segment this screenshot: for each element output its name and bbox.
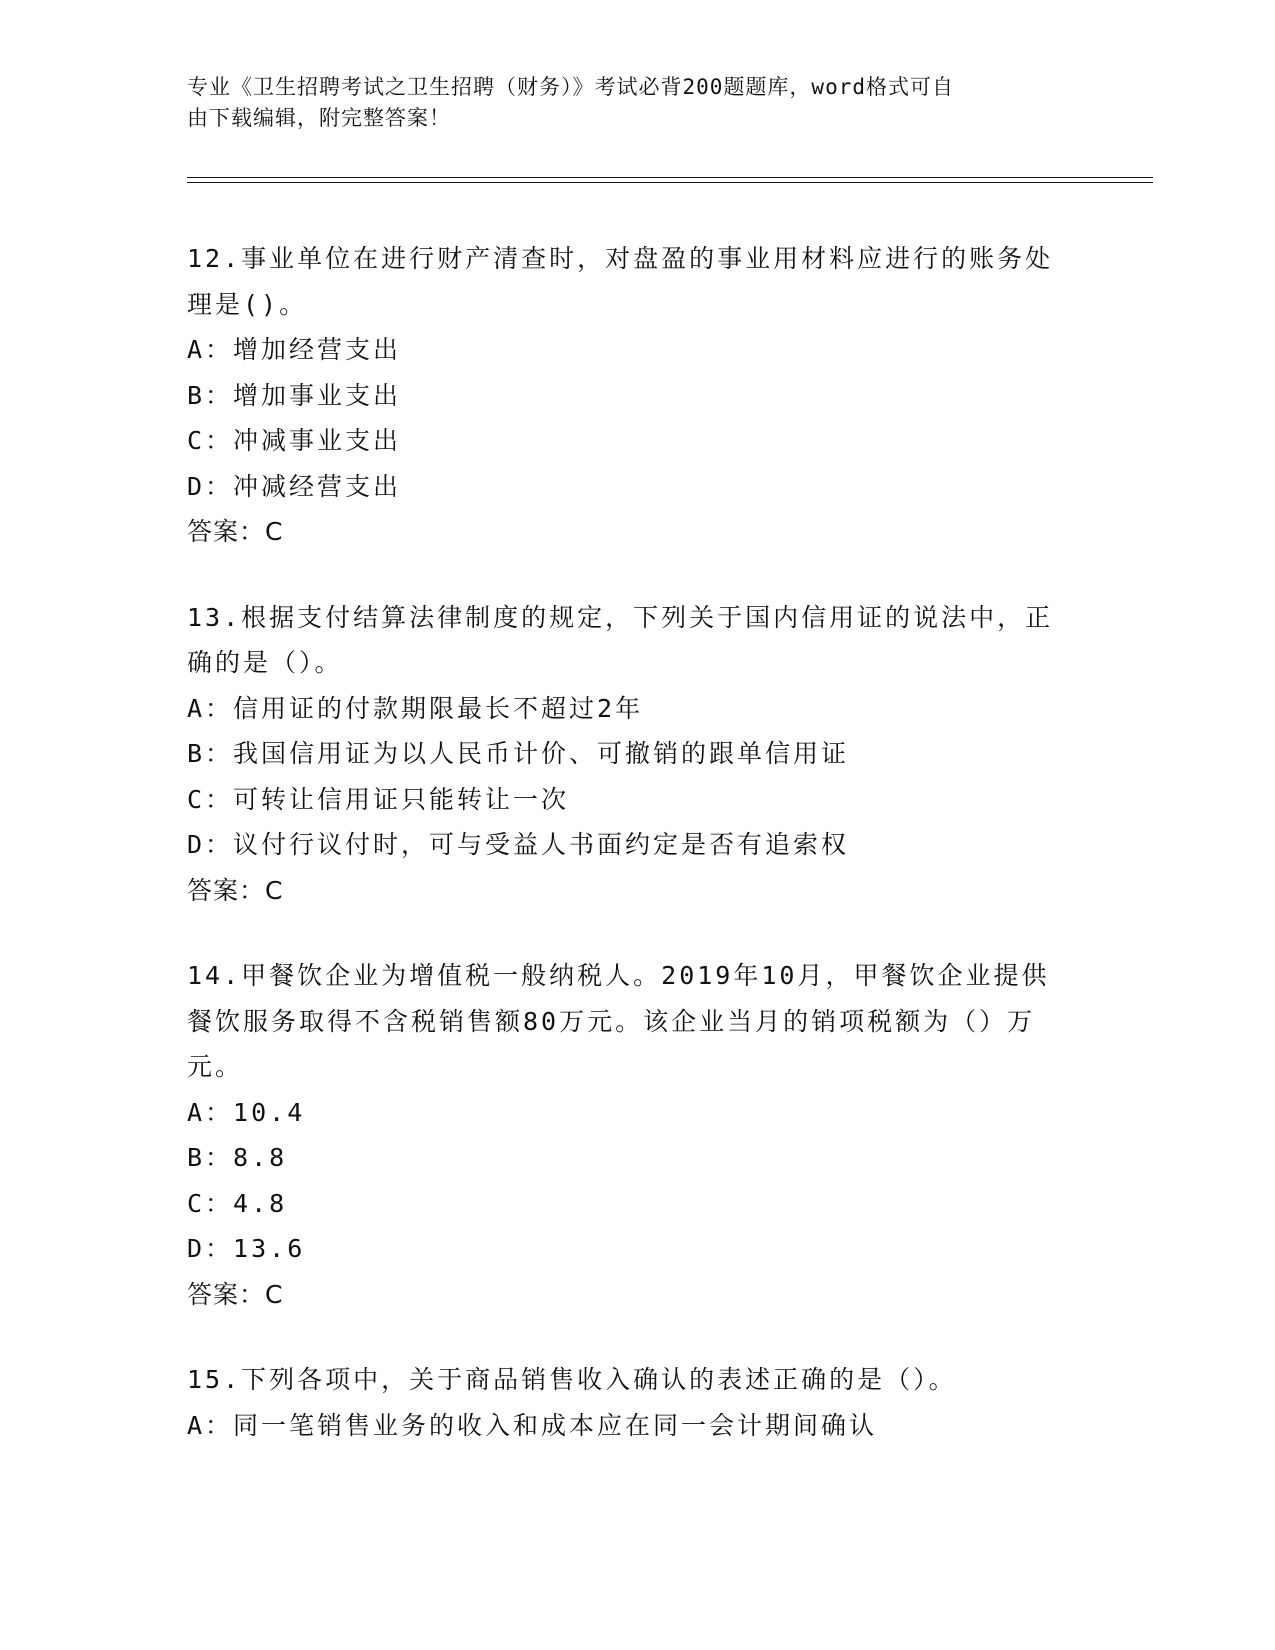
option-b: B：增加事业支出 — [187, 380, 402, 410]
option-a: A：10.4 — [187, 1097, 306, 1127]
question-stem-line: 餐饮服务取得不含税销售额80万元。该企业当月的销项税额为（）万 — [187, 1006, 1036, 1036]
question-stem-line: 15.下列各项中，关于商品销售收入确认的表述正确的是（）。 — [187, 1365, 957, 1394]
question-stem-line: 12.事业单位在进行财产清查时，对盘盈的事业用材料应进行的账务处 — [187, 244, 1054, 273]
header-line-2: 由下载编辑，附完整答案！ — [187, 106, 451, 130]
option-a: A：同一笔销售业务的收入和成本应在同一会计期间确认 — [187, 1410, 878, 1440]
option-c: C：可转让信用证只能转让一次 — [187, 784, 570, 814]
question-stem-line: 理是()。 — [187, 289, 308, 319]
option-b: B：8.8 — [187, 1143, 288, 1172]
question-stem-line: 14.甲餐饮企业为增值税一般纳税人。2019年10月，甲餐饮企业提供 — [187, 961, 1050, 990]
header-divider-bottom — [187, 182, 1153, 183]
question-stem-line: 确的是（）。 — [187, 648, 343, 677]
question-list — [187, 236, 1087, 1488]
option-c: C：4.8 — [187, 1188, 288, 1218]
header-divider-top — [187, 177, 1153, 178]
question-14 — [187, 953, 1087, 1317]
question-15 — [187, 1357, 1087, 1448]
option-c: C：冲减事业支出 — [187, 426, 402, 455]
option-b: B：我国信用证为以人民币计价、可撤销的跟单信用证 — [187, 739, 850, 768]
question-stem-line: 13.根据支付结算法律制度的规定，下列关于国内信用证的说法中，正 — [187, 602, 1054, 632]
answer-line: 答案：C — [187, 1279, 284, 1309]
answer-line: 答案：C — [187, 875, 284, 905]
answer-line: 答案：C — [187, 517, 284, 546]
option-a: A：信用证的付款期限最长不超过2年 — [187, 693, 644, 723]
option-d: D：冲减经营支出 — [187, 471, 402, 501]
question-stem-line: 元。 — [187, 1052, 244, 1081]
option-d: D：13.6 — [187, 1234, 306, 1263]
option-a: A：增加经营支出 — [187, 335, 402, 364]
question-12 — [187, 236, 1087, 555]
document-header — [187, 72, 1067, 134]
option-d: D：议付行议付时，可与受益人书面约定是否有追索权 — [187, 830, 850, 859]
header-line-1: 专业《卫生招聘考试之卫生招聘（财务）》考试必背200题题库，word格式可自 — [187, 75, 954, 99]
question-13 — [187, 595, 1087, 914]
